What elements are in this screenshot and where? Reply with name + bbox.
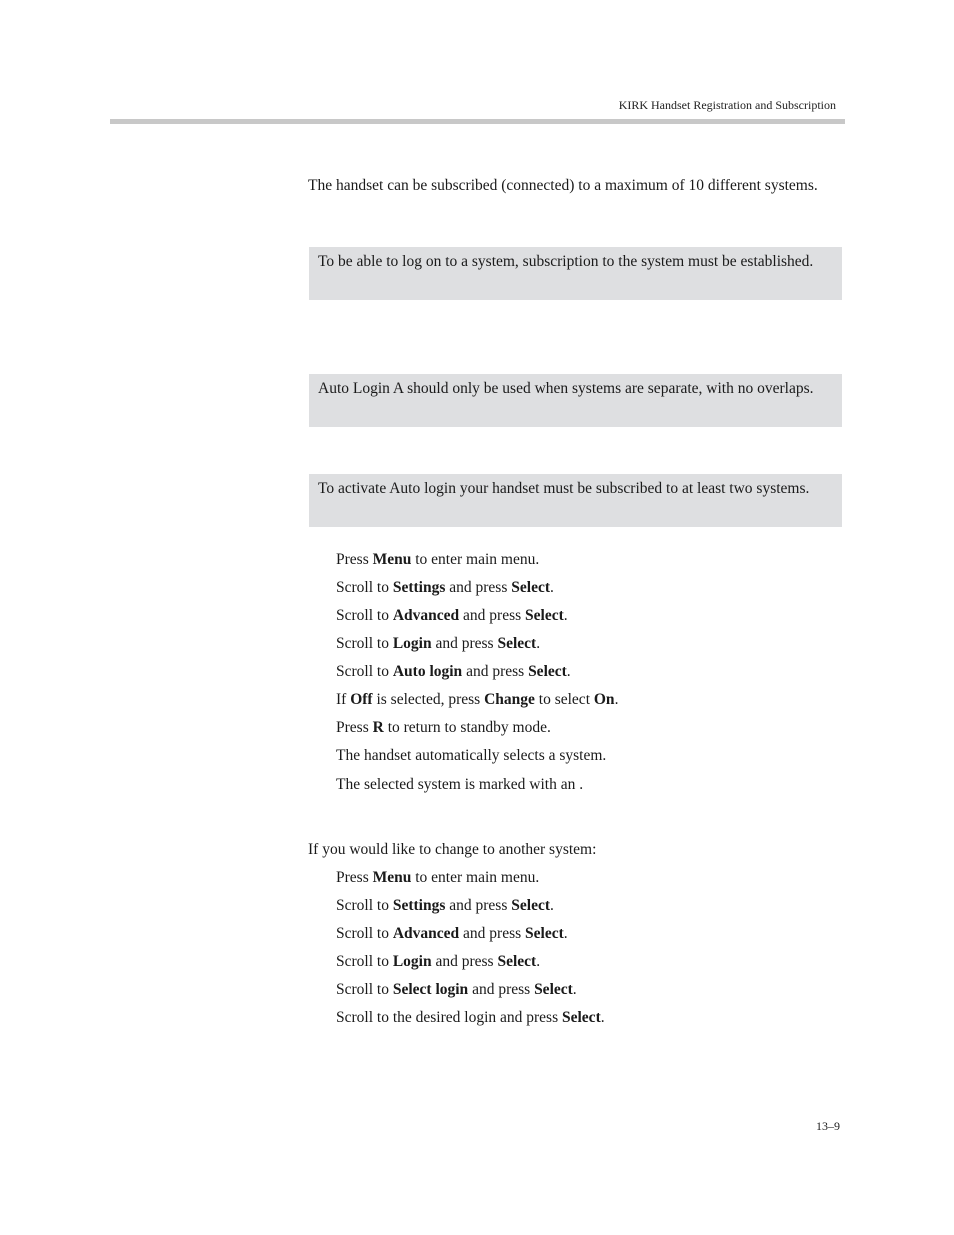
- step-text: Scroll to: [336, 953, 393, 970]
- step-item: [336, 718, 551, 738]
- note-activate-auto-login: To activate Auto login your handset must be subscribed to at least two systems.: [309, 474, 842, 527]
- step-item: [336, 662, 571, 682]
- step-text: Scroll to the desired login and press: [336, 1009, 562, 1026]
- step-text: and press: [431, 953, 498, 970]
- note-auto-login-a: Auto Login A should only be used when systems are separate, with no overlaps.: [309, 374, 842, 427]
- step-item: [336, 952, 540, 972]
- step-text: Scroll to: [336, 897, 393, 914]
- step-text: .: [572, 981, 577, 998]
- page-number: 13–9: [816, 1119, 840, 1133]
- keyword: Login: [392, 953, 432, 970]
- step-item: [336, 606, 568, 626]
- step-text: .: [536, 953, 541, 970]
- step-text: The selected system is marked with an .: [336, 776, 584, 793]
- step-text: Scroll to: [336, 663, 393, 680]
- step-text: Press: [336, 869, 373, 886]
- step-text: to enter main menu.: [411, 551, 540, 568]
- keyword: Select: [534, 981, 573, 998]
- step-text: .: [536, 635, 541, 652]
- step-text: to enter main menu.: [411, 869, 540, 886]
- keyword: Select: [525, 925, 564, 942]
- step-item: [336, 746, 606, 766]
- keyword: Select: [497, 635, 537, 652]
- running-header: KIRK Handset Registration and Subscription: [618, 98, 836, 112]
- keyword: Select login: [392, 981, 469, 998]
- step-text: and press: [445, 897, 512, 914]
- keyword: Settings: [392, 897, 446, 914]
- step-text: is selected, press: [372, 691, 485, 708]
- step-text: .: [563, 607, 568, 624]
- keyword: Off: [350, 691, 373, 708]
- step-text: .: [614, 691, 619, 708]
- keyword: Select: [562, 1009, 601, 1026]
- keyword: Menu: [372, 869, 412, 886]
- step-text: and press: [445, 579, 512, 596]
- step-item: [336, 896, 554, 916]
- note-subscription: To be able to log on to a system, subscription to the system must be established.: [309, 247, 842, 300]
- keyword: Change: [484, 691, 535, 708]
- step-text: Scroll to: [336, 635, 393, 652]
- step-item: [336, 578, 554, 598]
- keyword: On: [593, 691, 615, 708]
- step-item: [336, 775, 583, 795]
- keyword: Auto login: [392, 663, 463, 680]
- step-text: Press: [336, 719, 373, 736]
- step-text: and press: [462, 663, 529, 680]
- step-text: The handset automatically selects a system.: [336, 747, 607, 764]
- intro-paragraph: The handset can be subscribed (connected) to a maximum of 10 different systems.: [308, 177, 818, 194]
- step-text: and press: [459, 607, 526, 624]
- keyword: Login: [392, 635, 432, 652]
- keyword: Menu: [372, 551, 412, 568]
- keyword: Select: [528, 663, 567, 680]
- step-text: Scroll to: [336, 981, 393, 998]
- step-text: Scroll to: [336, 579, 393, 596]
- step-text: and press: [431, 635, 498, 652]
- step-item: [336, 868, 539, 888]
- keyword: Select: [511, 897, 550, 914]
- keyword: Select: [511, 579, 550, 596]
- keyword: Advanced: [392, 607, 460, 624]
- step-text: Scroll to: [336, 925, 393, 942]
- step-text: If: [336, 691, 351, 708]
- keyword: Settings: [392, 579, 446, 596]
- keyword: Select: [525, 607, 564, 624]
- step-text: .: [566, 663, 571, 680]
- step-text: .: [550, 579, 554, 596]
- step-item: [336, 980, 577, 1000]
- change-system-intro: If you would like to change to another system:: [308, 841, 597, 858]
- step-text: Press: [336, 551, 373, 568]
- step-item: [336, 1008, 605, 1028]
- step-text: Scroll to: [336, 607, 393, 624]
- step-item: [336, 634, 540, 654]
- keyword: Select: [497, 953, 537, 970]
- step-item: [336, 690, 618, 710]
- step-text: and press: [459, 925, 526, 942]
- header-rule: [110, 119, 845, 124]
- step-text: to select: [534, 691, 594, 708]
- step-text: .: [600, 1009, 605, 1026]
- step-text: .: [550, 897, 554, 914]
- step-text: and press: [468, 981, 535, 998]
- step-item: [336, 550, 539, 570]
- keyword: Advanced: [392, 925, 460, 942]
- step-item: [336, 924, 568, 944]
- step-text: to return to standby mode.: [383, 719, 551, 736]
- keyword: R: [372, 719, 384, 736]
- step-text: .: [563, 925, 568, 942]
